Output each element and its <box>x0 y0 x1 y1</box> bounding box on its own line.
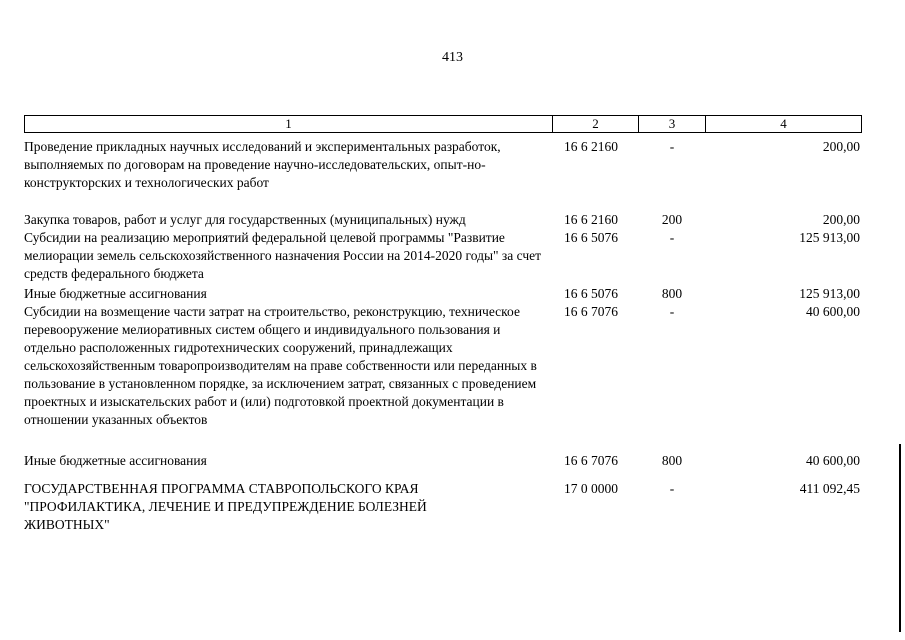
row-name: ГОСУДАРСТВЕННАЯ ПРОГРАММА СТАВРОПОЛЬСКОГО КРАЯ "ПРОФИЛАКТИКА, ЛЕЧЕНИЕ И ПРЕДУПРЕЖДЕНИЕ БОЛЕЗНЕЙ ЖИВОТНЫХ" <box>24 481 427 532</box>
row-code: 16 6 5076 <box>564 230 618 245</box>
row-type: - <box>669 481 675 496</box>
row-name: Иные бюджетные ассигнования <box>24 453 207 468</box>
row-code: 16 6 5076 <box>564 286 618 301</box>
row-amount: 125 913,00 <box>799 230 860 245</box>
margin-line <box>899 444 901 632</box>
row-code: 16 6 2160 <box>564 139 618 154</box>
row-amount: 125 913,00 <box>799 286 860 301</box>
row-type: 800 <box>661 286 683 301</box>
row-amount: 200,00 <box>822 212 860 227</box>
page-number: 413 <box>442 50 463 65</box>
row-code: 17 0 0000 <box>564 481 618 496</box>
row-code: 16 6 7076 <box>564 304 618 319</box>
header-col-3: 3 <box>639 116 706 132</box>
row-code: 16 6 2160 <box>564 212 618 227</box>
row-type: 200 <box>661 212 683 227</box>
row-name: Субсидии на реализацию мероприятий федеральной целевой программы "Развитие мелиорации земель сельскохозяйственного назначения России на 2014-2020 годы" за счет средств федерального бюджета <box>24 230 542 281</box>
row-name: Закупка товаров, работ и услуг для государственных (муниципальных) нужд <box>24 212 466 227</box>
row-name: Иные бюджетные ассигнования <box>24 286 207 301</box>
row-type: 800 <box>661 453 683 468</box>
row-type: - <box>669 304 675 319</box>
row-type: - <box>669 230 675 245</box>
header-col-1: 1 <box>25 116 553 132</box>
header-col-2: 2 <box>553 116 639 132</box>
row-amount: 200,00 <box>822 139 860 154</box>
table-header <box>24 115 862 133</box>
header-col-4: 4 <box>780 116 787 131</box>
row-amount: 40 600,00 <box>806 304 860 319</box>
row-type: - <box>669 139 675 154</box>
row-amount: 40 600,00 <box>806 453 860 468</box>
row-name: Субсидии на возмещение части затрат на строительство, реконструкцию, техническое перевооружение мелиоративных систем общего и индивидуального пользования и отдельно расположенных гидротехнических сооружений, принадлежащих сельскохозяйственным товаропроизводителям на праве собственности или переданных в пользование в установленном порядке, за исключением затрат, связанных с проведением проектных и изыскательских работ и (или) подготовкой проектной документации в отношении указанных объектов <box>24 304 537 427</box>
row-amount: 411 092,45 <box>799 481 860 496</box>
row-code: 16 6 7076 <box>564 453 618 468</box>
row-name: Проведение прикладных научных исследований и экспериментальных разработок, выполняемых по договорам на проведение научно-исследовательских, опыт-но-конструкторских и технологических работ <box>24 139 501 190</box>
